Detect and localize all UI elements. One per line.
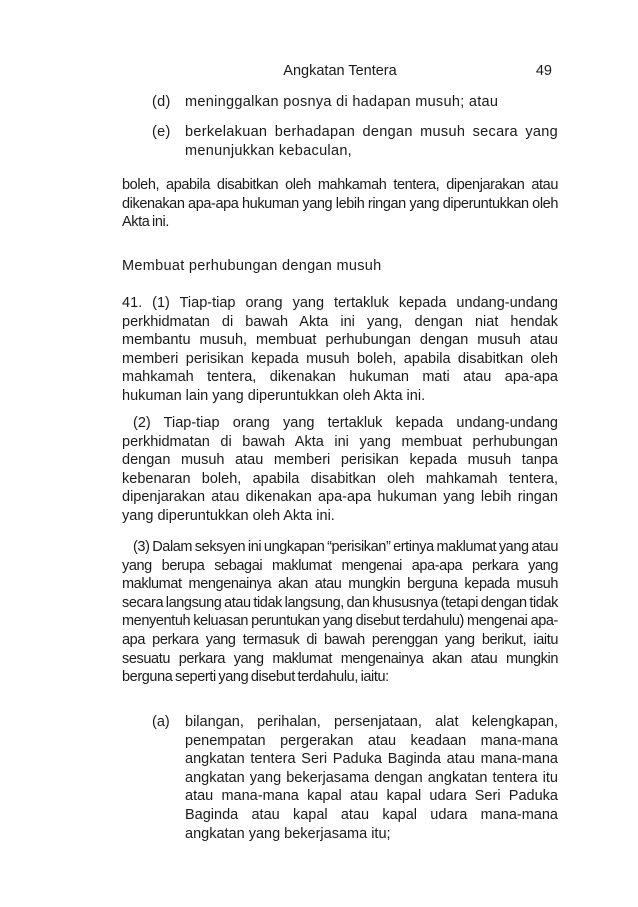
page-number: 49 [535,63,552,79]
list-item-d [152,93,558,112]
item-label: (e) [152,124,171,140]
running-header [0,63,638,83]
list-item-e [152,123,558,160]
item-label: (d) [152,94,171,110]
closing-paragraph: boleh, apabila disabitkan oleh mahkamah tentera, dipenjarakan atau dikenakan apa-apa hukuman yang lebih ringan yang diperuntukkan oleh Akta ini. [122,177,558,231]
subsection-41-1: 41. (1) Tiap-tiap orang yang tertakluk kepada undang-undang perkhidmatan di bawah Akta ini yang, dengan niat hendak membantu musuh, membuat perhubungan dengan musuh atau memberi perisikan kepada musuh boleh, apabila disabitkan oleh mahkamah tentera, dikenakan hukuman mati atau apa-apa hukuman lain yang diperuntukkan oleh Akta ini. [122,295,558,404]
item-text: bilangan, perihalan, persenjataan, alat kelengkapan, penempatan pergerakan atau keadaan mana-mana angkatan tentera Seri Paduka Baginda atau mana-mana angkatan yang bekerjasama dengan angkatan tentera itu atau mana-mana kapal atau kapal udara Seri Paduka Baginda atau kapal atau kapal udara mana-mana angkatan yang bekerjasama itu; [185,714,558,842]
subsection-41-2: (2) Tiap-tiap orang yang tertakluk kepada undang-undang perkhidmatan di bawah Akta ini yang membuat perhubungan dengan musuh atau memberi perisikan kepada musuh tanpa kebenaran boleh, apabila disabitkan oleh mahkamah tentera, dipenjarakan atau dikenakan apa-apa hukuman yang lebih ringan yang diperuntukkan oleh Akta ini. [122,415,558,524]
subsection-41-3: (3) Dalam seksyen ini ungkapan “perisikan” ertinya maklumat yang atau yang berupa sebagai maklumat mengenai apa-apa perkara yang maklumat mengenainya akan atau mungkin berguna kepada musuh secara langsung atau tidak langsung, dan khususnya (tetapi dengan tidak menyentuh keluasan peruntukan yang disebut terdahulu) mengenai apa-apa perkara yang termasuk di bawah perenggan yang berikut, iaitu sesuatu perkara yang maklumat mengenainya akan atau mungkin berguna seperti yang disebut terdahulu, iaitu: [122,539,558,686]
item-text: meninggalkan posnya di hadapan musuh; atau [185,94,499,110]
running-title: Angkatan Tentera [283,63,397,79]
section-heading: Membuat perhubungan dengan musuh [122,258,382,274]
item-text: berkelakuan berhadapan dengan musuh secara yang menunjukkan kebaculan, [185,124,558,159]
list-item-a [152,713,558,843]
item-label: (a) [152,714,170,730]
